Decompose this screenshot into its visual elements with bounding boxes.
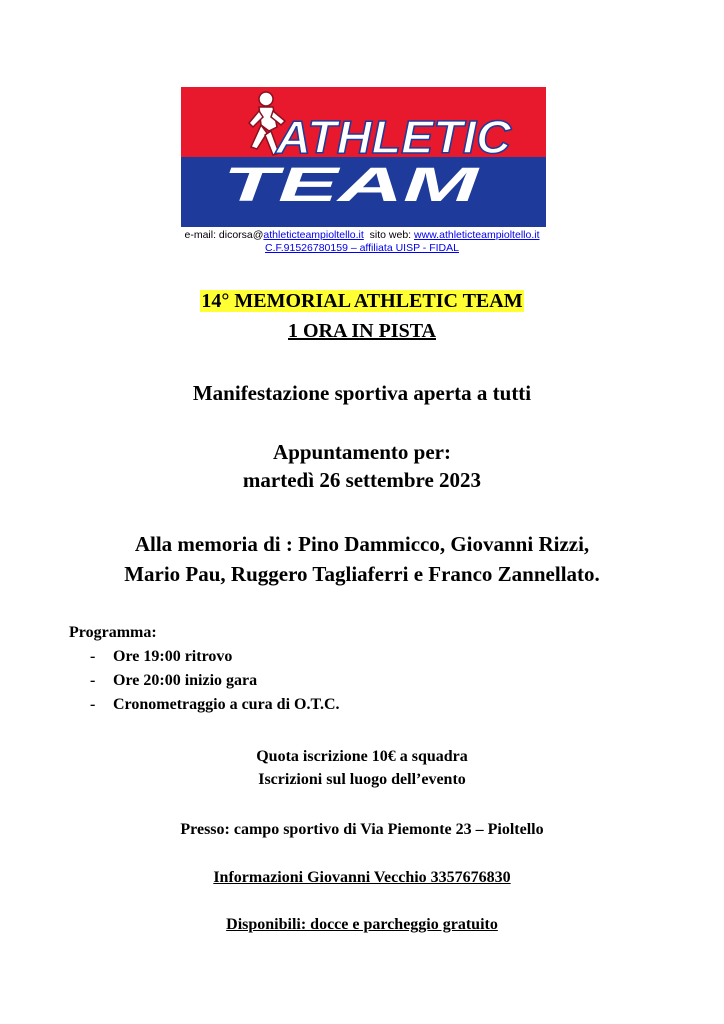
list-item xyxy=(69,693,340,717)
event-date: martedì 26 settembre 2023 xyxy=(242,468,482,492)
logo-word-team: TEAM xyxy=(223,159,480,212)
fiscal-code-link[interactable]: C.F.91526780159 – affiliata UISP - FIDAL xyxy=(265,242,459,254)
info-line-row xyxy=(0,868,724,888)
list-item xyxy=(69,669,340,693)
website-link[interactable]: www.athleticteampioltello.it xyxy=(414,229,540,241)
event-title-row xyxy=(0,289,724,313)
disponibili-line: Disponibili: docce e parcheggio gratuito xyxy=(226,916,498,933)
list-item-text: Ore 19:00 ritrovo xyxy=(113,648,233,665)
list-item xyxy=(69,645,340,669)
logo-graphic xyxy=(181,87,546,227)
athletic-team-logo xyxy=(181,87,546,227)
appointment-label: Appuntamento per: xyxy=(273,440,451,464)
fiscal-line xyxy=(0,242,724,255)
email-domain-link[interactable]: athleticteampioltello.it xyxy=(263,229,364,241)
programma-section xyxy=(69,621,340,717)
list-dash: - xyxy=(90,672,96,689)
disponibili-line-row xyxy=(0,915,724,935)
contact-line xyxy=(0,229,724,242)
memory-line-2: Mario Pau, Ruggero Tagliaferri e Franco Zannellato. xyxy=(124,562,600,586)
quota-line: Quota iscrizione 10€ a squadra xyxy=(256,748,468,765)
event-subtitle: 1 ORA IN PISTA xyxy=(288,320,436,342)
programma-list xyxy=(69,645,340,717)
list-dash: - xyxy=(90,648,96,665)
list-dash: - xyxy=(90,696,96,713)
memory-line-1: Alla memoria di : Pino Dammicco, Giovanni Rizzi, xyxy=(134,532,590,556)
event-tagline: Manifestazione sportiva aperta a tutti xyxy=(192,381,532,405)
email-prefix: e-mail: dicorsa@ xyxy=(184,229,264,241)
programma-label: Programma: xyxy=(69,624,157,641)
event-title: 14° MEMORIAL ATHLETIC TEAM xyxy=(201,290,523,312)
info-line: Informazioni Giovanni Vecchio 3357676830 xyxy=(213,869,511,886)
event-subtitle-row xyxy=(0,319,724,343)
site-label: sito web: xyxy=(369,229,415,241)
list-item-text: Cronometraggio a cura di O.T.C. xyxy=(113,696,340,713)
iscrizioni-line: Iscrizioni sul luogo dell’evento xyxy=(258,771,466,788)
presso-line: Presso: campo sportivo di Via Piemonte 23 – Pioltello xyxy=(180,821,544,838)
list-item-text: Ore 20:00 inizio gara xyxy=(113,672,258,689)
logo-word-athletic: ATHLETIC xyxy=(274,111,512,163)
